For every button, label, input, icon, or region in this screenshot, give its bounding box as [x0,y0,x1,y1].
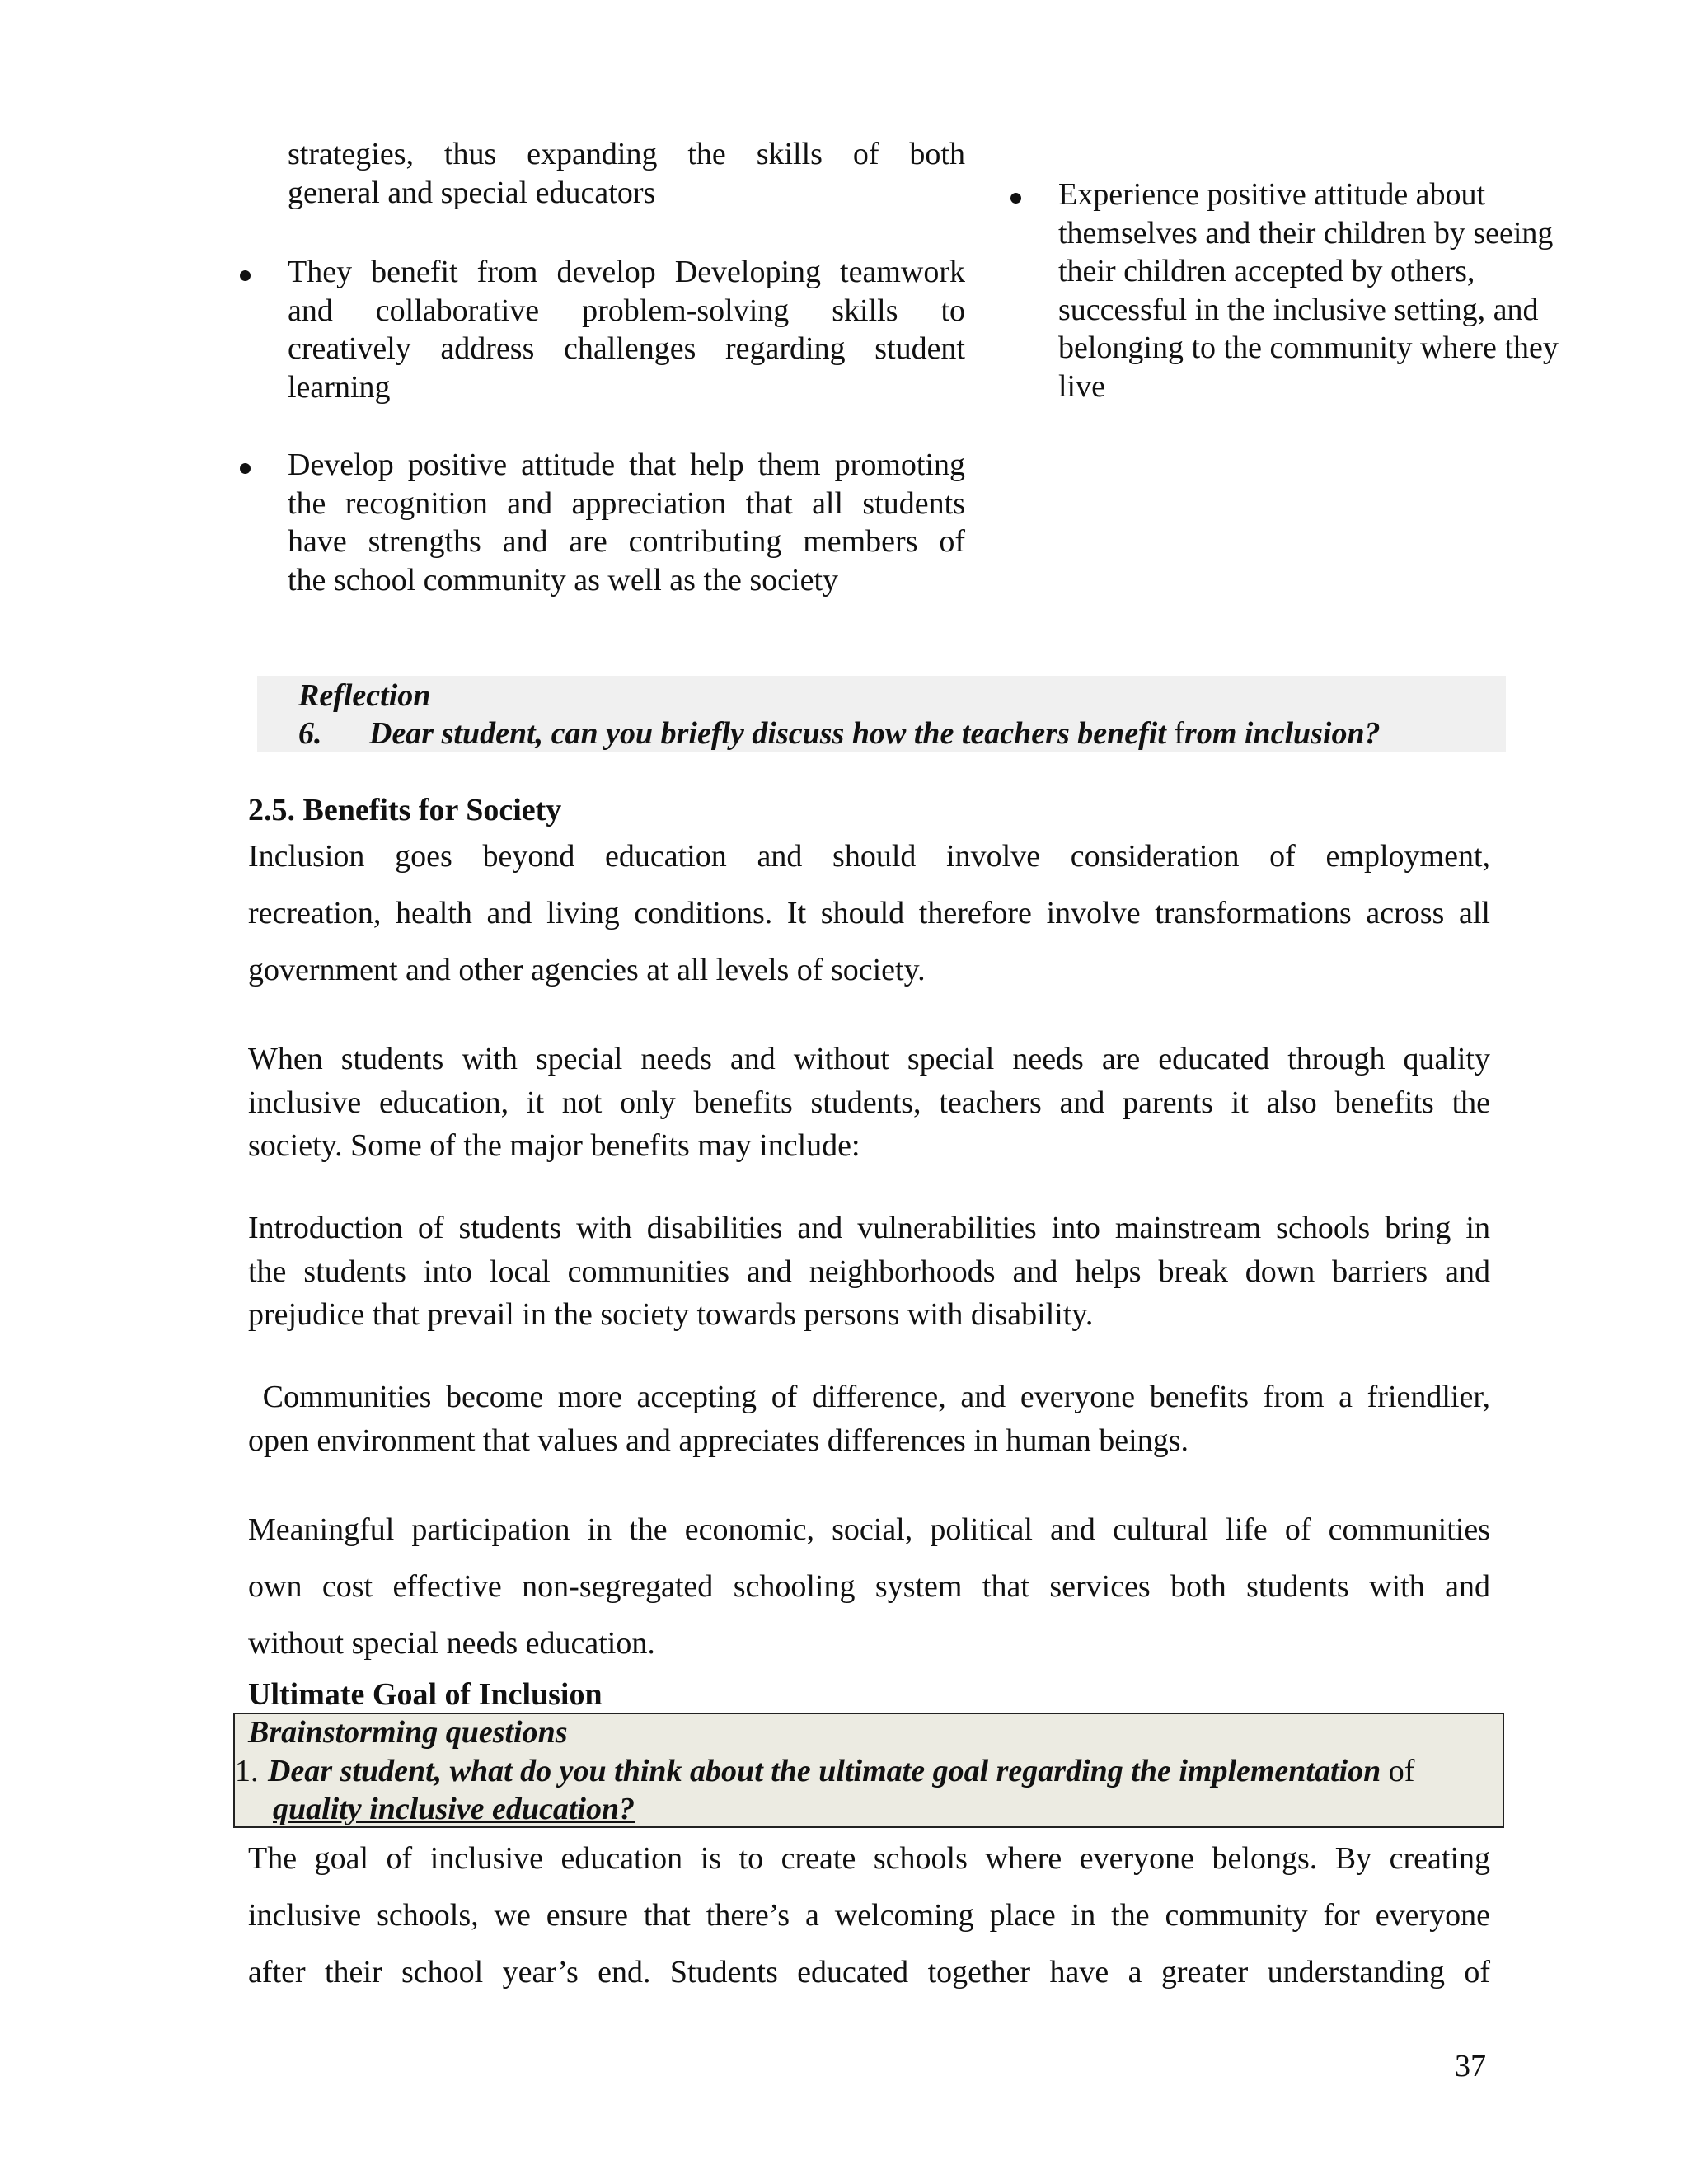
text-line: Experience positive attitude about [1058,177,1486,212]
text-line: They benefit from develop Developing teamwork [288,255,965,289]
text-line: recreation, health and living conditions. It should therefore involve transformations across all [248,896,1490,930]
text-line: inclusive schools, we ensure that there’s a welcoming place in the community for everyone [248,1898,1490,1933]
text-line: society. Some of the major benefits may include: [248,1128,860,1163]
text-line: Communities become more accepting of difference, and everyone benefits from a friendlier, [248,1380,1490,1414]
question-text: Dear student, what do you think about the ultimate goal regarding the implementation [268,1754,1381,1788]
paragraph-2 [248,1038,1490,1168]
text-line: after their school year’s end. Students educated together have a greater understanding of [248,1955,1490,1990]
reflection-question-text: Dear student, can you briefly discuss how the teachers benefit [369,716,1175,751]
text-line: successful in the inclusive setting, and [1058,292,1539,327]
ultimate-paragraph [248,1830,1490,2001]
section-heading: 2.5. Benefits for Society [248,793,562,827]
left-continuation [288,135,965,212]
bullet-icon [240,270,251,281]
text-line: their children accepted by others, [1058,254,1475,288]
text-line: without special needs education. [248,1626,655,1661]
text-line: creatively address challenges regarding student [288,331,965,366]
text-line: and collaborative problem-solving skills to [288,293,965,328]
left-bullet-1 [288,253,965,406]
text-line: the school community as well as the society [288,562,839,598]
bullet-icon [240,463,251,474]
text-line: When students with special needs and without special needs are educated through quality [248,1042,1490,1076]
question-tail: of [1381,1754,1415,1788]
text-line: themselves and their children by seeing [1058,215,1554,251]
bullet-icon [1010,193,1021,204]
text-line: general and special educators [288,175,656,210]
reflection-question-f: f [1174,716,1185,751]
reflection-title: Reflection [298,678,431,713]
text-line: Develop positive attitude that help them promoting [288,448,965,482]
paragraph-3 [248,1207,1490,1337]
brainstorm-question [235,1752,1414,1791]
text-line: Introduction of students with disabilities and vulnerabilities into mainstream schools bring in [248,1211,1490,1245]
text-line: live [1058,368,1105,404]
text-line: open environment that values and appreciates differences in human beings. [248,1422,1189,1458]
right-bullet-1 [1058,176,1586,405]
text-line: government and other agencies at all levels of society. [248,953,926,987]
reflection-question-end: rom inclusion? [1184,716,1381,751]
text-line: The goal of inclusive education is to create schools where everyone belongs. By creating [248,1841,1490,1876]
paragraph-5 [248,1502,1490,1672]
text-line: own cost effective non-segregated schooling system that services both students with and [248,1569,1490,1604]
reflection-number: 6. [298,716,322,751]
question-number: 1. [235,1754,259,1788]
page-number: 37 [1455,2049,1486,2083]
text-line: Inclusion goes beyond education and should involve consideration of employment, [248,839,1490,874]
text-line: Meaningful participation in the economic, social, political and cultural life of communities [248,1512,1490,1547]
brainstorm-question-cont: quality inclusive education? [273,1792,635,1826]
text-line: have strengths and are contributing members of [288,524,965,559]
text-line: belonging to the community where they [1058,330,1559,365]
text-line: inclusive education, it not only benefits students, teachers and parents it also benefits the [248,1085,1490,1120]
text-line: the recognition and appreciation that all students [288,485,965,521]
paragraph-1 [248,828,1490,999]
text-line: the students into local communities and neighborhoods and helps break down barriers and [248,1254,1490,1289]
text-line: learning [288,369,391,405]
reflection-question [298,715,1381,753]
brainstorm-title: Brainstorming questions [248,1715,568,1750]
text-line: strategies, thus expanding the skills of both [288,137,965,171]
ultimate-heading: Ultimate Goal of Inclusion [248,1677,603,1712]
text-line: prejudice that prevail in the society towards persons with disability. [248,1297,1094,1332]
paragraph-4 [248,1376,1490,1462]
left-bullet-2 [288,446,965,599]
